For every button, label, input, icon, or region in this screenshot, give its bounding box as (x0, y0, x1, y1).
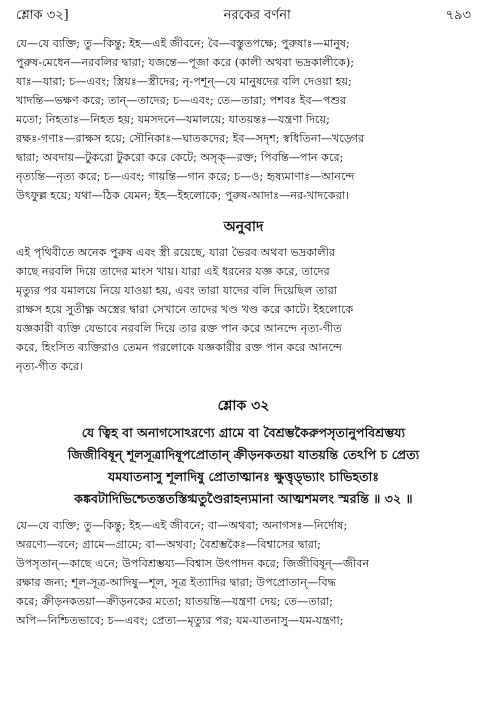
word-meanings-bottom (16, 516, 471, 630)
text-line: রক্ষঃ-গণাঃ—রাক্ষস হয়ে; সৌনিকাঃ—ঘাতকদের; ইব—সদৃশ; স্বধিতিনা—খড়্গের (16, 132, 365, 145)
text-line: দ্বারা; অবদায়—টুকরো টুকরো করে কেটে; অসৃক্—রক্ত; পিবন্তি—পান করে; (16, 151, 344, 164)
verse-line: যমযাতনাসু শূলাদিষু প্রোতাত্মানঃ ক্ষুত্তৃড্ভ্যাং চাভিহতাঃ (107, 469, 380, 484)
text-line: রাক্ষস হয়ে সুতীক্ষ্ণ অস্ত্রের দ্বারা সেখানে তাদের খণ্ড খণ্ড করে কাটে। ইহলোকে (16, 303, 354, 316)
verse-line: যে ত্বিহ বা অনাগসোঽরণ্যে গ্রামে বা বৈশ্রম্ভকৈরুপসৃতানুপবিশ্রম্ভয্য (81, 425, 406, 440)
text-line: অরণ্যে—বনে; গ্রামে—গ্রামে; বা—অথবা; বৈশ্রম্ভকৈঃ—বিশ্বাসের দ্বারা; (16, 538, 321, 551)
verse-line: কঙ্কবটাদিভিশ্চেতস্ততস্তিগ্মতুণ্ডৈরাহন্যমানা আত্মশমলং স্মরন্তি ॥ ৩২ ॥ (74, 491, 413, 506)
text-line: করে, হিংসিত ব্যক্তিরাও তেমন পরলোকে যজ্ঞকারীর রক্ত পান করে আনন্দে (16, 341, 342, 354)
header-chapter-title: নরকের বর্ণনা (223, 8, 291, 23)
text-line: নৃত্যন্তি—নৃত্য করে; চ—এবং; গায়ন্তি—গান করে; চ—ও; হৃষ্যমাণাঃ—আনন্দে (16, 170, 355, 183)
page-header (16, 6, 471, 28)
text-line: যে—যে ব্যক্তি; তু—কিন্তু; ইহ—এই জীবনে; বা—অথবা; অনাগসঃ—নির্দোষ; (16, 519, 348, 532)
header-verse-ref: শ্লোক ৩২] (16, 8, 69, 23)
translation-paragraph (16, 243, 471, 376)
sanskrit-verse (16, 422, 471, 510)
sloka-heading: শ্লোক ৩২ (217, 398, 270, 414)
text-line: খাদন্তি—ভক্ষণ করে; তান্—তাদের; চ—এবং; তে—তারা; পশবঃ ইব—পশুর (16, 94, 347, 107)
text-line: মতো; নিহতাঃ—নিহত হয়; যমসদনে—যমালয়ে; যাতয়ন্তঃ—যন্ত্রণা দিয়ে; (16, 113, 330, 126)
word-meanings-top (16, 34, 471, 205)
text-line: করে; ক্রীড়নকতয়া—ক্রীড়নকের মতো; যাতয়ন্তি—যন্ত্রণা দেয়; তে—তারা; (16, 595, 333, 608)
header-page-number: ৭৯৩ (445, 8, 471, 23)
text-line: রক্ষার জন্য; শূল-সূত্র-আদিষু—শূল, সূত্র ইত্যাদির দ্বারা; উপপ্রোতান্—বিদ্ধ (16, 576, 336, 589)
text-line: মৃত্যুর পর যমালয়ে নিয়ে যাওয়া হয়, এবং তারা যাদের বলি দিয়েছিল তারা (16, 284, 338, 297)
text-line: এই পৃথিবীতে অনেক পুরুষ এবং স্ত্রী রয়েছে, যারা ভৈরব অথবা ভদ্রকালীর (16, 246, 336, 259)
text-line: উৎফুল্ল হয়ে; যথা—ঠিক যেমন; ইহ—ইহলোকে; পুরুষ-আদাঃ—নর-খাদকেরা। (16, 189, 350, 202)
text-line: যজ্ঞকারী ব্যক্তি যেভাবে নরবলি দিয়ে তার রক্ত পান করে আনন্দে নৃত্য-গীত (16, 322, 342, 335)
text-line: যে—যে ব্যক্তি; তু—কিন্তু; ইহ—এই জীবনে; বৈ—বস্তুতপক্ষে; পুরুষাঃ—মানুষ; (16, 37, 350, 50)
text-line: কাছে নরবলি দিয়ে তাদের মাংস খায়। যারা এই ধরনের যজ্ঞ করে, তাদের (16, 265, 330, 278)
text-line: যাঃ—যারা; চ—এবং; স্ত্রিয়ঃ—স্ত্রীদের; নৃ-পশূন্—যে মানুষদের বলি দেওয়া হয়; (16, 75, 352, 88)
text-line: অপি—নিশ্চিতভাবে; চ—এবং; প্রেত্য—মৃত্যুর পর; যম-যাতনাসু—যম-যন্ত্রণা; (16, 614, 344, 627)
text-line: উপসৃতান্—কাছে এনে; উপবিশ্রম্ভয্য—বিশ্বাস উৎপাদন করে; জিজীবিষূন্—জীবন (16, 557, 370, 570)
verse-line: জিজীবিষূন্ শূলসূত্রাদিষূপপ্রোতান্ ক্রীড়নকতয়া যাতয়ন্তি তেঽপি চ প্রেত্য (67, 447, 420, 462)
text-line: নৃত্য-গীত করে। (16, 360, 84, 373)
text-line: পুরুষ-মেধেন—নরবলির দ্বারা; যজন্তে—পূজা করে (কালী অথবা ভদ্রকালীকে); (16, 56, 355, 69)
translation-heading: অনুবাদ (223, 219, 264, 235)
